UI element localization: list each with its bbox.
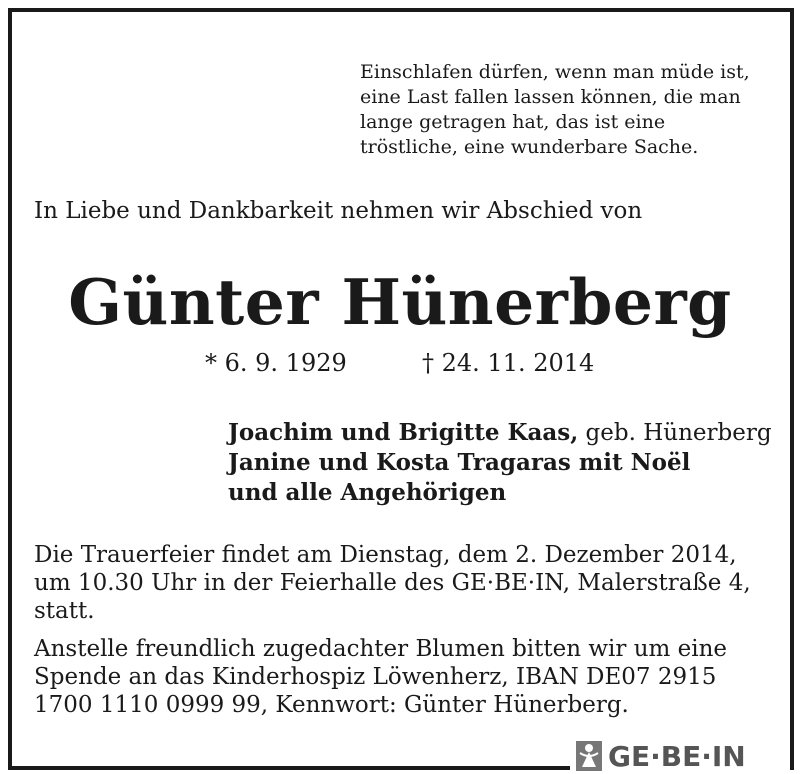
mourner-line: Janine und Kosta Tragaras mit Noël: [228, 449, 691, 476]
donation-line: Anstelle freundlich zugedachter Blumen bitten wir um eine: [34, 636, 728, 662]
quote-line: Einschlafen dürfen, wenn man müde ist,: [360, 61, 750, 83]
mourner-line: und alle Angehörigen: [228, 479, 507, 506]
ceremony-line: statt.: [34, 598, 95, 624]
quote-line: tröstliche, eine wunderbare Sache.: [360, 136, 699, 158]
mourner-line: [228, 418, 772, 448]
donation-line: 1700 1110 0999 99, Kennwort: Günter Hünerberg.: [34, 692, 629, 718]
deceased-name: Günter Hünerberg: [68, 265, 732, 339]
mourners-list: [228, 418, 772, 508]
donation-info: [34, 635, 774, 719]
funeral-home-logo: [570, 738, 790, 774]
maiden-name: geb. Hünerberg: [578, 420, 772, 446]
angel-icon: [576, 741, 602, 771]
death-date: † 24. 11. 2014: [422, 349, 595, 377]
birth-date: * 6. 9. 1929: [205, 349, 347, 377]
mourner-names: Joachim und Brigitte Kaas,: [228, 419, 579, 446]
ceremony-line: Die Trauerfeier findet am Dienstag, dem 2. Dezember 2014,: [34, 542, 737, 568]
farewell-intro: In Liebe und Dankbarkeit nehmen wir Abschied von: [34, 198, 643, 224]
donation-line: Spende an das Kinderhospiz Löwenherz, IBAN DE07 2915: [34, 664, 717, 690]
poem-quote: [360, 60, 780, 160]
quote-line: eine Last fallen lassen können, die man: [360, 86, 741, 108]
quote-line: lange getragen hat, das ist eine: [360, 111, 666, 133]
ceremony-info: [34, 541, 774, 625]
ceremony-line: um 10.30 Uhr in der Feierhalle des GE·BE·IN, Malerstraße 4,: [34, 570, 751, 596]
logo-text: GE·BE·IN: [608, 739, 746, 773]
